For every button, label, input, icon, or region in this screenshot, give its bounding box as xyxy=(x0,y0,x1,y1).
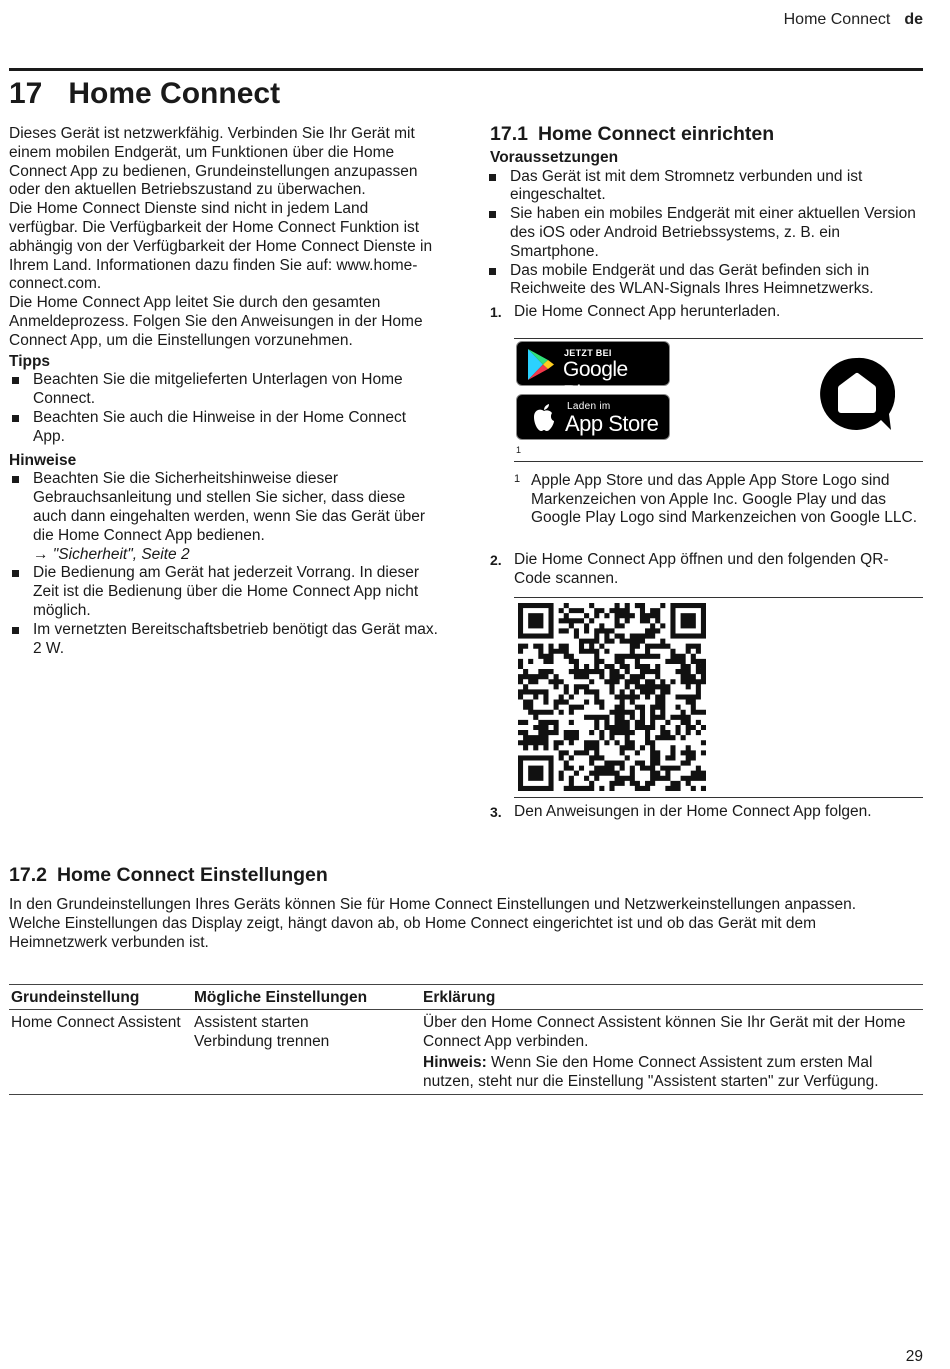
settings-intro xyxy=(9,896,914,952)
note-text: Beachten Sie die Sicherheitshinweise dieser Gebrauchsanleitung und stellen Sie sicher, dass diese auch dann eingehalten werden, wenn Sie das Gerät über die Home Connect App bedienen. xyxy=(33,470,426,544)
header-section: Home Connect xyxy=(783,11,891,28)
header-language: de xyxy=(904,11,923,28)
step-number: 2. xyxy=(490,552,502,568)
prerequisite-item: Das Gerät ist mit dem Stromnetz verbunden und ist eingeschaltet. xyxy=(486,168,923,206)
safety-reference-link[interactable]: → "Sicherheit", Seite 2 xyxy=(33,545,190,563)
step-item xyxy=(490,551,923,589)
tips-title: Tipps xyxy=(9,352,51,370)
explanation-text: Über den Home Connect Assistent können Sie Ihr Gerät mit der Home Connect App verbinden. xyxy=(423,1014,906,1050)
tip-item: Beachten Sie die mitgelieferten Unterlagen von Home Connect. xyxy=(9,371,439,409)
hint-label: Hinweis: xyxy=(423,1054,487,1071)
step-text: Die Home Connect App öffnen und den folgenden QR-Code scannen. xyxy=(514,551,889,587)
figure-footnote-marker: 1 xyxy=(516,445,522,455)
notes-list xyxy=(9,470,439,658)
steps-list-3 xyxy=(490,803,930,822)
app-store-badge[interactable] xyxy=(516,394,670,440)
intro-paragraph-2: Die Home Connect Dienste sind nicht in jedem Land verfügbar. Die Verfügbarkeit der Home Connect Funktion ist abhängig von der Verfügbarkeit der Home Connect Dienste in Ihrem Land. Informationen dazu finden Sie auf: www.home-connect.com. xyxy=(9,200,433,293)
page-number: 29 xyxy=(905,1348,923,1365)
home-connect-logo-icon xyxy=(819,356,895,432)
explanation-cell xyxy=(421,1010,923,1095)
app-store-small-text: Laden im xyxy=(567,401,611,412)
app-store-big-text: App Store xyxy=(565,411,659,436)
figure-rule-bottom xyxy=(514,461,923,462)
google-play-badge[interactable] xyxy=(516,341,670,386)
apple-icon xyxy=(531,403,557,433)
step-3-block xyxy=(490,803,930,822)
footnote-marker: 1 xyxy=(514,473,521,485)
note-item: Die Bedienung am Gerät hat jederzeit Vorrang. In dieser Zeit ist die Bedienung über die Home Connect App nicht möglich. xyxy=(9,564,439,620)
figure-rule-top xyxy=(514,338,923,339)
step-item xyxy=(490,803,930,822)
note-item: Im vernetzten Bereitschaftsbetrieb benötigt das Gerät max. 2 W. xyxy=(9,621,439,659)
step-2-block xyxy=(490,551,923,589)
footnote-text: Apple App Store und das Apple App Store Logo sind Markenzeichen von Apple Inc. Google Play und das Google Play Logo sind Markenzeichen von Google LLC. xyxy=(531,472,918,526)
column-header: Erklärung xyxy=(421,985,923,1010)
notes-title: Hinweise xyxy=(9,451,77,469)
step-text: Den Anweisungen in der Home Connect App folgen. xyxy=(514,803,872,820)
step-text: Die Home Connect App herunterladen. xyxy=(514,303,781,321)
step-item xyxy=(490,303,923,322)
footnote xyxy=(514,472,931,528)
column-header: Grundeinstellung xyxy=(9,985,192,1010)
intro-paragraph-1: Dieses Gerät ist netzwerkfähig. Verbinden Sie Ihr Gerät mit einem mobilen Endgerät, um Funktionen über die Home Connect App zu bedienen, Grundeinstellungen anzupassen oder den aktuellen Betriebszustand zu überwachen. xyxy=(9,125,418,199)
step-number: 3. xyxy=(490,804,502,820)
hint-body: Wenn Sie den Home Connect Assistent zum ersten Mal nutzen, steht nur die Einstellung "Assistent starten" zur Verfügung. xyxy=(423,1054,879,1090)
step-number: 1. xyxy=(490,304,502,321)
section-17-1-title xyxy=(490,125,923,144)
qr-code xyxy=(518,603,706,791)
steps-list-1 xyxy=(490,303,923,322)
prerequisites-list xyxy=(486,168,923,300)
chapter-title-text: Home Connect xyxy=(68,77,281,110)
settings-paragraph-2: Welche Einstellungen das Display zeigt, hängt davon ab, ob Home Connect eingerichtet ist und ob das Gerät mit dem Heimnetzwerk verbunden ist. xyxy=(9,914,817,951)
section-number: 17.2 xyxy=(9,864,47,886)
table-row xyxy=(9,1010,923,1095)
chapter-title xyxy=(9,77,280,111)
setting-cell: Home Connect Assistent xyxy=(9,1010,192,1095)
chapter-number: 17 xyxy=(9,77,43,110)
option-value: Verbindung trennen xyxy=(194,1033,330,1050)
note-item xyxy=(9,470,439,564)
options-cell xyxy=(192,1010,421,1095)
prerequisite-item: Das mobile Endgerät und das Gerät befinden sich in Reichweite des WLAN-Signals Ihres Heimnetzwerks. xyxy=(486,262,923,300)
steps-list-2 xyxy=(490,551,923,589)
google-play-big-text: Google xyxy=(563,358,628,381)
column-header: Mögliche Einstellungen xyxy=(192,985,421,1010)
page-header xyxy=(784,11,923,29)
header-rule xyxy=(9,68,923,71)
section-title-text: Home Connect Einstellungen xyxy=(56,864,328,886)
left-column xyxy=(9,125,439,658)
google-play-icon xyxy=(526,348,556,381)
qr-rule-top xyxy=(514,597,923,598)
tips-list xyxy=(9,371,439,446)
section-17-2-title xyxy=(9,864,328,887)
table-header-row xyxy=(9,985,923,1010)
settings-paragraph-1: In den Grundeinstellungen Ihres Geräts können Sie für Home Connect Einstellungen und Netzwerkeinstellungen anpassen. xyxy=(9,896,856,913)
qr-code-graphic xyxy=(518,603,706,791)
prerequisites-title: Voraussetzungen xyxy=(490,148,619,166)
settings-table xyxy=(9,984,923,1095)
qr-rule-bottom xyxy=(514,797,923,798)
hint-text xyxy=(423,1053,921,1091)
section-title-text: Home Connect einrichten xyxy=(537,123,775,145)
section-number: 17.1 xyxy=(490,123,528,145)
intro-paragraph-3: Die Home Connect App leitet Sie durch den gesamten Anmeldeprozess. Folgen Sie den Anweisungen in der Home Connect App, um die Einstellungen vorzunehmen. xyxy=(9,294,423,349)
google-play-small-text: JETZT BEI xyxy=(564,348,612,358)
right-column xyxy=(490,125,923,322)
option-value: Assistent starten xyxy=(194,1014,309,1031)
prerequisite-item: Sie haben ein mobiles Endgerät mit einer aktuellen Version des iOS oder Android Betriebssystems, z. B. ein Smartphone. xyxy=(486,205,923,261)
tip-item: Beachten Sie auch die Hinweise in der Home Connect App. xyxy=(9,409,439,447)
